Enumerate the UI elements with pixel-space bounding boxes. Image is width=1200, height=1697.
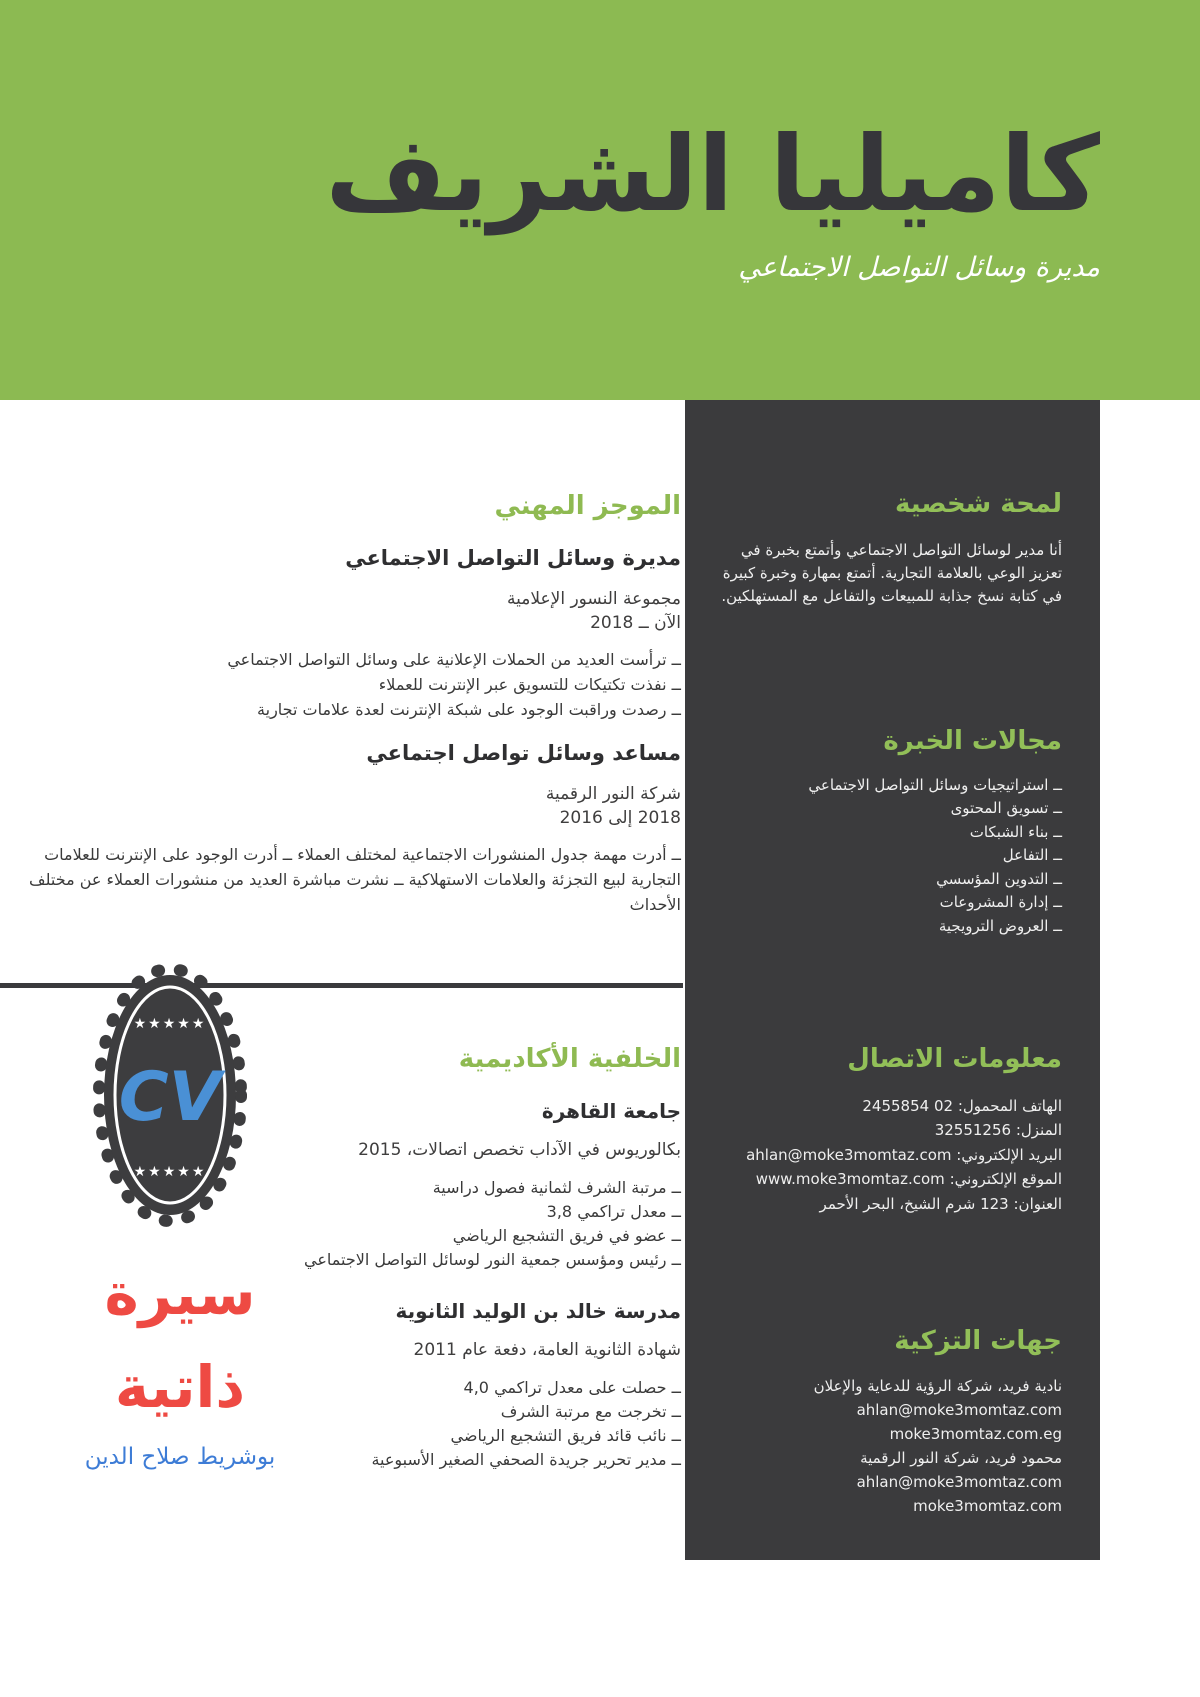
job-title: مديرة وسائل التواصل الاجتماعي [345,545,681,570]
job-entry [20,545,681,722]
badge-stars-top: ★★★★★ [133,1016,207,1032]
contact-email: البريد الإلكتروني: ahlan@moke3momtaz.com [746,1145,1062,1164]
job-company: شركة النور الرقمية [545,784,681,805]
bullet: ــ نائب قائد فريق التشجيع الرياضي [20,1424,681,1448]
list-item: ــ التفاعل [713,844,1062,868]
badge-stars-bottom: ★★★★★ [133,1164,207,1180]
bullet: ــ مدير تحرير جريدة الصحفي الصغير الأسبوعية [20,1448,681,1472]
references-list [713,1374,1062,1518]
person-job-title: مديرة وسائل التواصل الاجتماعي [738,252,1100,284]
bullet: ــ رئيس ومؤسس جمعية النور لوسائل التواصل الاجتماعي [20,1248,681,1272]
expertise-section [713,725,1062,938]
bullet: ــ أدرت مهمة جدول المنشورات الاجتماعية لمختلف العملاء ــ أدرت الوجود على الإنترنت للعلامات التجارية لبيع التجزئة والعلامات الاستهلاكية ــ نشرت مباشرة العديد من منشورات العملاء عن مختلف الأحداث [20,842,681,917]
bullet: ــ عضو في فريق التشجيع الرياضي [20,1224,681,1248]
school-name: مدرسة خالد بن الوليد الثانوية [395,1298,681,1323]
bullet: ــ معدل تراكمي 3,8 [20,1200,681,1224]
watermark [35,1248,325,1470]
bullet: ــ حصلت على معدل تراكمي 4,0 [20,1376,681,1400]
cv-letters: CV [118,1058,222,1137]
contact-heading: معلومات الاتصال [847,1044,1062,1074]
contact-website: الموقع الإلكتروني: www.moke3momtaz.com [755,1170,1062,1188]
list-item: ــ استراتيجيات وسائل التواصل الاجتماعي [713,774,1062,798]
contact-section [713,1043,1062,1216]
bullet: ــ رصدت وراقبت الوجود على شبكة الإنترنت لعدة علامات تجارية [20,697,681,722]
reference-name: نادية فريد، شركة الرؤية للدعاية والإعلان [813,1376,1062,1395]
academic-heading: الخلفية الأكاديمية [458,1044,681,1074]
references-section [713,1325,1062,1518]
list-item: ــ بناء الشبكات [713,821,1062,845]
cv-badge-logo [92,962,248,1228]
job-bullets [20,647,681,722]
bullet: ــ ترأست العديد من الحملات الإعلانية على وسائل التواصل الاجتماعي [20,647,681,672]
job-entry [0,740,681,917]
list-item: ــ تسويق المحتوى [713,797,1062,821]
list-item: ــ إدارة المشروعات [713,891,1062,915]
bullet: ــ تخرجت مع مرتبة الشرف [20,1400,681,1424]
contact-address: العنوان: 123 شرم الشيخ، البحر الأحمر [819,1194,1062,1213]
profile-text: أنا مدير لوسائل التواصل الاجتماعي وأتمتع بخبرة في تعزيز الوعي بالعلامة التجارية. أتمتع بمهارة وخبرة كبيرة في كتابة نسخ جذابة للمبيعات والتفاعل مع المستهلكين. [721,540,1062,605]
contact-home-phone: المنزل: 32551256 [934,1121,1062,1139]
watermark-credit: بوشريط صلاح الدين [84,1443,276,1470]
list-item: ــ العروض الترويجية [713,915,1062,939]
references-heading: جهات التزكية [894,1326,1062,1356]
reference-name: محمود فريد، شركة النور الرقمية [860,1448,1062,1467]
list-item: ــ التدوين المؤسسي [713,868,1062,892]
job-title: مساعد وسائل تواصل اجتماعي [366,741,681,765]
person-name: كاميليا الشريف [325,113,1100,235]
school-name: جامعة القاهرة [541,1098,681,1123]
profile-section [713,488,1062,608]
watermark-calligraphy: سيرة ذاتية [104,1260,256,1421]
school-degree: شهادة الثانوية العامة، دفعة عام 2011 [413,1339,681,1360]
profile-heading: لمحة شخصية [894,489,1062,519]
job-bullets [20,842,681,917]
expertise-list [713,774,1062,939]
reference-email: ahlan@moke3momtaz.com [856,1400,1062,1419]
expertise-heading: مجالات الخبرة [883,726,1062,756]
job-dates: 2018 إلى 2016 [559,808,681,829]
job-company: مجموعة النسور الإعلامية [506,588,681,609]
reference-website: moke3momtaz.com [913,1496,1062,1515]
school-degree: بكالوريوس في الآداب تخصص اتصالات، 2015 [358,1139,681,1160]
contact-mobile: الهاتف المحمول: 02 2455854 [862,1096,1062,1115]
header-banner [0,0,1200,400]
summary-heading: الموجز المهني [494,491,681,521]
bullet: ــ نفذت تكتيكات للتسويق عبر الإنترنت للعملاء [20,672,681,697]
professional-summary-section [0,490,681,722]
sidebar [685,400,1100,1560]
reference-website: moke3momtaz.com.eg [889,1424,1062,1443]
job-dates: الآن ــ 2018 [590,612,681,633]
contact-list [713,1094,1062,1217]
bullet: ــ مرتبة الشرف لثمانية فصول دراسية [20,1176,681,1200]
reference-email: ahlan@moke3momtaz.com [856,1472,1062,1491]
